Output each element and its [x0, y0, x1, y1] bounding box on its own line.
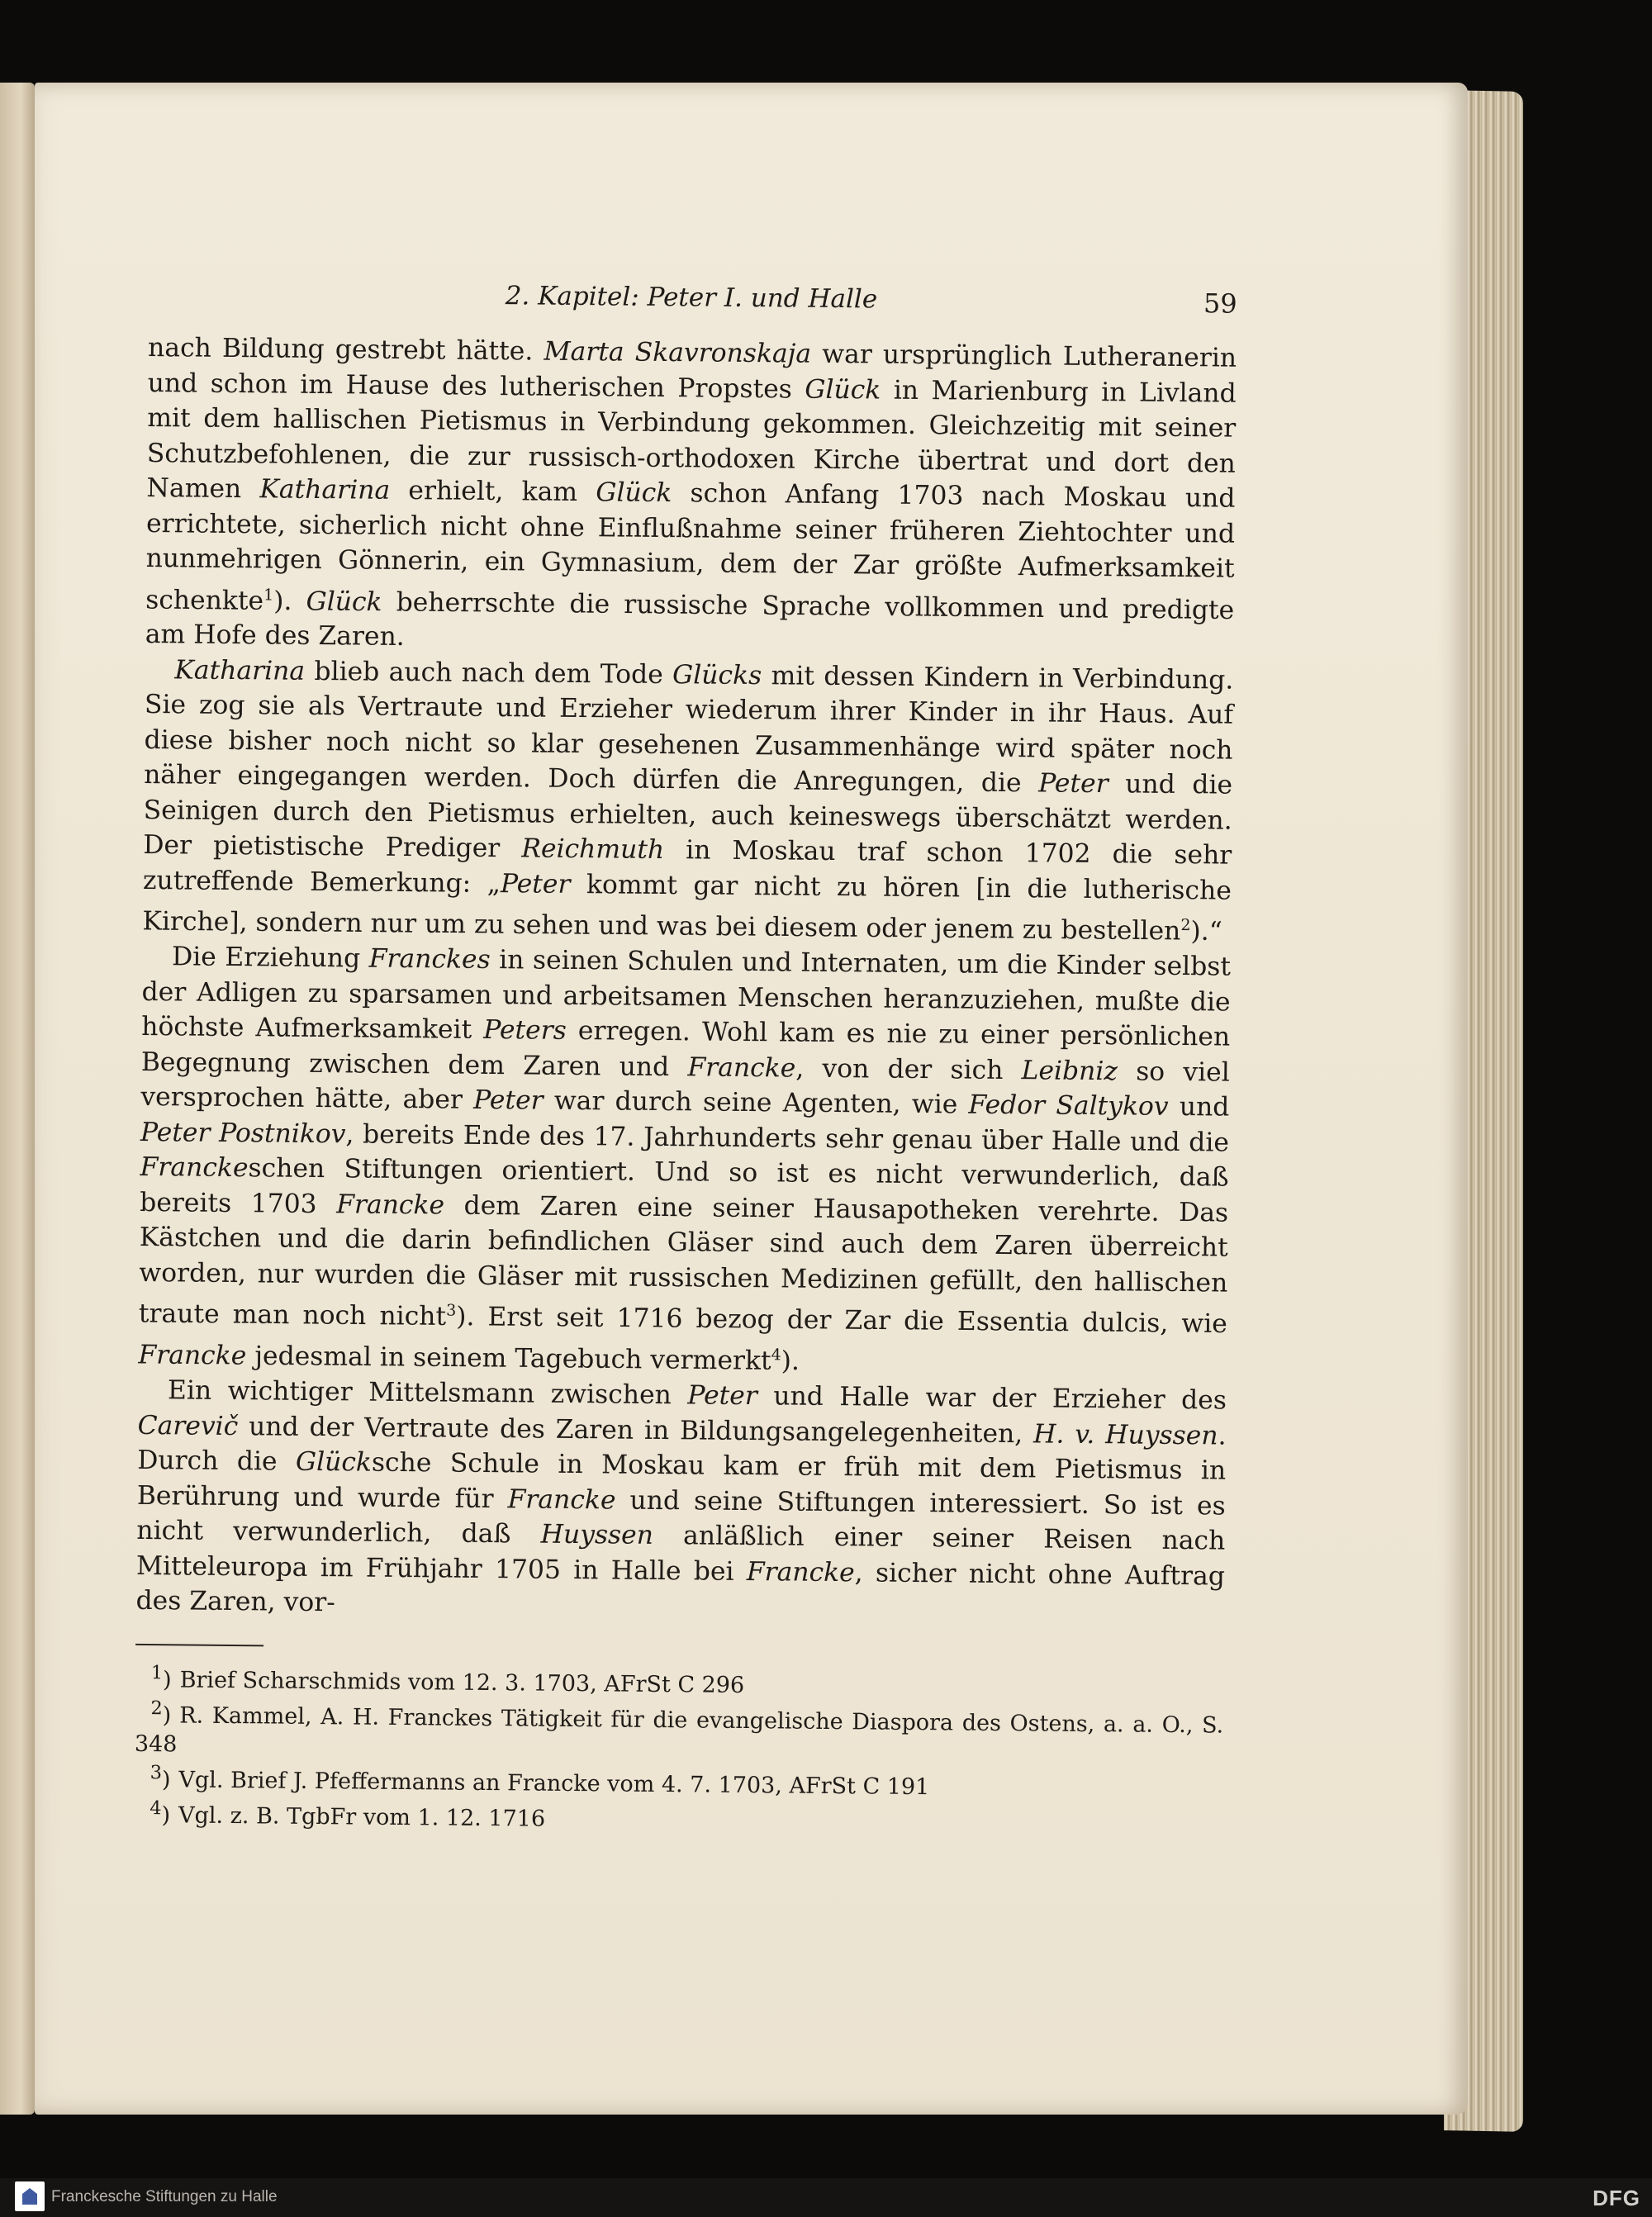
text-run: und Halle war der Erzieher des [757, 1381, 1227, 1416]
footnote-reference: 2 [1180, 916, 1191, 935]
page-number: 59 [1203, 287, 1237, 320]
text-run: in Moskau traf schon 1702 die sehr zutreffende Bemerkung: „ [142, 835, 1232, 900]
text-run: kommt gar nicht zu hören [in die lutherische Kirche], sondern nur um zu sehen und was bei diesem oder jenem zu bestellen [142, 869, 1232, 947]
italic-name: Glück [295, 1447, 373, 1479]
text-run: und die Seinigen durch den Pietismus erhielten, auch keineswegs überschätzt werden. Der pietistische Prediger [143, 769, 1233, 864]
text-run: ).“ [1190, 917, 1222, 947]
footnote-reference: 4 [771, 1346, 781, 1365]
italic-name: Peter [472, 1085, 544, 1117]
italic-name: Francke [507, 1484, 616, 1516]
italic-name: Glück [596, 477, 672, 509]
text-run: anläßlich einer seiner Reisen nach Mitteleuropa im Frühjahr 1705 in Halle bei [135, 1521, 1226, 1587]
text-run: blieb auch nach dem Tode [304, 656, 673, 691]
italic-name: Huyssen [540, 1520, 654, 1551]
institution-name[interactable]: Franckesche Stiftungen zu Halle [51, 2188, 278, 2205]
italic-name: Fedor Saltykov [968, 1090, 1169, 1123]
italic-name: Franckes [368, 944, 491, 976]
text-run: und seine Stiftungen interessiert. So ist es nicht verwunderlich, daß [136, 1485, 1226, 1550]
text-run: mit dessen Kindern in Verbindung. Sie zog sie als Vertraute und Erzieher wiederum ihrer Kinder in ihr Haus. Auf diese bisher noch nicht so klar gesehenen Zusammenhänge wird später noch näher eingegangen werden. Doch dürfen die Anregungen, die [143, 661, 1234, 799]
italic-name: Glück [306, 586, 382, 617]
text-run: ). Erst seit 1716 bezog der Zar die Essentia dulcis, wie [456, 1302, 1228, 1340]
text-run: . Durch die [137, 1421, 1227, 1478]
text-run: nach Bildung gestrebt hätte. [147, 332, 544, 367]
italic-name: Marta Skavronskaja [544, 336, 812, 369]
text-run: Die Erziehung [171, 942, 369, 975]
italic-name: Katharina [259, 474, 391, 506]
italic-name: Francke [140, 1152, 249, 1184]
text-run: und [1168, 1092, 1230, 1123]
footnote-mark: $^4$) [150, 1797, 171, 1829]
chapter-title: 2. Kapitel: Peter I. und Halle [505, 281, 878, 315]
italic-name: H. v. Huyssen [1032, 1419, 1218, 1451]
adjacent-page-edge [0, 83, 35, 2115]
footnote-divider [135, 1644, 263, 1646]
footnote-mark: $^3$) [150, 1761, 171, 1793]
italic-name: Francke [746, 1556, 855, 1588]
text-run: schen Stiftungen orientiert. Und so ist es nicht verwunderlich, daß bereits 1703 [140, 1153, 1229, 1220]
text-run: schon Anfang 1703 nach Moskau und errichtete, sicherlich nicht ohne Einflußnahme seiner früheren Ziehtochter und nunmehrigen Gönnerin, ein Gymnasium, dem der Zar größte Aufmerksamkeit schenkte [145, 478, 1236, 616]
italic-name: Glück [805, 374, 881, 406]
italic-name: Francke [687, 1052, 796, 1084]
text-run: , von der sich [795, 1053, 1022, 1086]
footnote-reference: 3 [446, 1301, 457, 1321]
institution-logo-icon[interactable] [15, 2181, 45, 2211]
text-run: beherrschte die russische Sprache vollkommen und predigte am Hofe des Zaren. [145, 586, 1235, 653]
text-run: sche Schule in Moskau kam er früh mit dem Pietismus in Berührung und wurde für [136, 1448, 1227, 1515]
text-run: war ursprünglich Lutheranerin und schon im Hause des lutherischen Propstes [147, 339, 1237, 405]
text-run: , sicher nicht ohne Auftrag des Zaren, vor- [135, 1558, 1226, 1618]
text-run: und der Vertraute des Zaren in Bildungsangelegenheiten, [238, 1411, 1034, 1450]
italic-name: Carevič [137, 1410, 239, 1441]
body-text [135, 330, 1237, 1629]
footnote-mark: $^1$) [150, 1661, 172, 1693]
text-run: ). [781, 1346, 800, 1377]
footnote-text: Vgl. z. B. TgbFr vom 1. 12. 1716 [178, 1802, 546, 1832]
text-run: , bereits Ende des 17. Jahrhunderts sehr genau über Halle und die [345, 1119, 1230, 1158]
footnote-mark: $^2$) [150, 1697, 172, 1729]
text-run: erhielt, kam [389, 475, 596, 508]
footnote [135, 1694, 1224, 1769]
running-header [148, 273, 1237, 341]
footnote-text: Brief Scharschmids vom 12. 3. 1703, AFrSt C 296 [179, 1667, 745, 1698]
text-run: Ein wichtiger Mittelsmann zwischen [167, 1375, 688, 1411]
footnote-text: R. Kammel, A. H. Franckes Tätigkeit für die evangelische Diaspora des Ostens, a. a. O., S. 348 [134, 1702, 1224, 1758]
text-run: so viel versprochen hätte, aber [140, 1056, 1230, 1116]
italic-name: Leibniz [1021, 1056, 1118, 1087]
footnote-text: Vgl. Brief J. Pfeffermanns an Francke vom 4. 7. 1703, AFrSt C 191 [178, 1767, 930, 1801]
text-run: war durch seine Agenten, wie [543, 1086, 969, 1121]
page-content [134, 273, 1237, 1840]
text-run: ). [273, 586, 306, 616]
paragraph [145, 330, 1237, 663]
text-run: jedesmal in seinem Tagebuch vermerkt [246, 1341, 771, 1377]
text-run: in Marienburg in Livland mit dem hallischen Pietismus in Verbindung gekommen. Gleichzeitig mit seiner Schutzbefohlenen, die zur russisch-orthodoxen Kirche übertrat und dort den Namen [146, 375, 1237, 505]
viewer-footer [0, 2178, 1652, 2217]
italic-name: Reichmuth [521, 833, 665, 866]
text-run: erregen. Wohl kam es nie zu einer persönlichen Begegnung zwischen dem Zaren und [140, 1016, 1231, 1083]
paragraph [135, 1373, 1227, 1629]
dfg-logo[interactable]: DFG [1593, 2186, 1640, 2210]
footnote-reference: 1 [263, 585, 274, 604]
italic-name: Peter [687, 1380, 758, 1412]
text-run: in seinen Schulen und Internaten, um die Kinder selbst der Adligen zu sparsamen und arbeitsamen Menschen heranzuziehen, mußte die höchste Aufmerksamkeit [141, 945, 1232, 1046]
italic-name: Peters [483, 1015, 567, 1047]
italic-name: Peter [500, 869, 571, 900]
italic-name: Francke [335, 1189, 445, 1221]
italic-name: Glücks [672, 660, 762, 691]
italic-name: Francke [138, 1340, 247, 1372]
italic-name: Katharina [174, 655, 306, 686]
italic-name: Peter Postnikov [140, 1117, 346, 1150]
paragraph [142, 653, 1233, 950]
paragraph [138, 939, 1231, 1384]
italic-name: Peter [1038, 768, 1108, 800]
footnotes [134, 1659, 1224, 1840]
text-run: dem Zaren eine seiner Hausapotheken verehrte. Das Kästchen und die darin befindlichen Gläser sind auch dem Zaren überreicht worden, nur wurden die Gläser mit russischen Medizinen gefüllt, den hallischen traute man noch nicht [138, 1190, 1229, 1332]
